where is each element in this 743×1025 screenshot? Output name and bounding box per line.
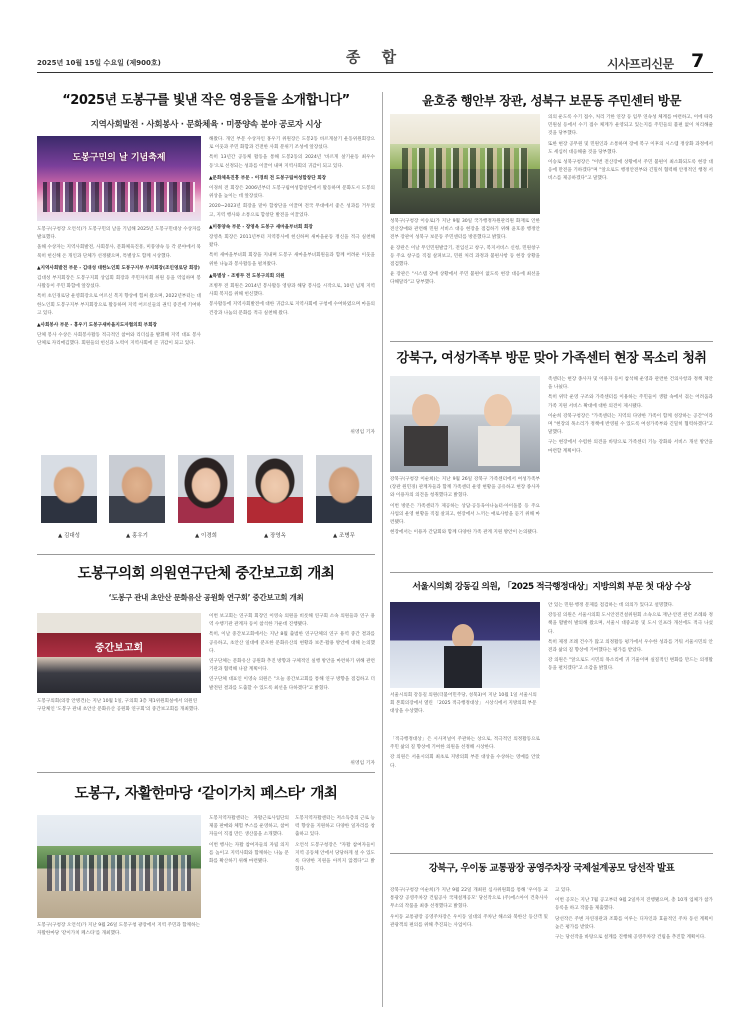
- a6-col1: [209, 815, 289, 1005]
- portrait-photo: [316, 455, 372, 523]
- a5-col2-p: 안 있는 민원·행정 문제를 점검하는 데 의의가 있다고 설명했다.: [548, 603, 674, 608]
- a2-col1-p: 윤 장관은 이날 무인민원발급기, 전입신고 창구, 복지서비스 신청, 민원창구 등 주요 창구를 직접 살펴보고, 민원 처리 과정과 불편사항 등 현장 상황을 점검했다.: [390, 245, 540, 268]
- a3-col1-p: 강북구(구청장 이순희)는 지난 9월 26일 강북구 가족센터에서 여성가족부(장관 원민경) 관계자들과 함께 가족센터 운영 현황을 공유하고 현장 종사자와 이용자의 의견을 청취했다고 밝혔다.: [390, 477, 540, 499]
- a2-col1-p: 윤 장관은 "시스템 장애 상황에서 주민 불편이 없도록 현장 대응에 최선을 다해달라"고 당부했다.: [390, 272, 540, 286]
- divider: [37, 554, 375, 555]
- divider: [37, 772, 375, 773]
- a1-col2-p: 이경희 전 회장은 2006년부터 도봉구립여성합창단에서 활동하며 문화도시 도봉의 위상을 높이는 데 앞장섰다.: [209, 186, 375, 200]
- a7-col2-p: 고 있다.: [555, 888, 572, 893]
- a7-col1: [390, 887, 548, 1007]
- portrait-label: ▲ 장영옥: [264, 533, 286, 539]
- a1-col2-p: 조병무 전 회원은 2014년 봉사활동 영양과 해당 봉사를 시작으로, 10년 넘게 지역사회 복지를 위해 헌신했다.: [209, 284, 375, 298]
- a3-col2-p: 이순희 강북구청장은 "가족센터는 지역의 다양한 가족이 함께 성장하는 공간"이라며 "현장의 목소리가 정책에 반영될 수 있도록 여성가족부와 긴밀히 협력하겠다"고 말했다.: [548, 413, 713, 436]
- a1-col2-p: 해왔다. 개인 부문 수상자인 홍우기 위원장은 도봉2동 바르게살기 운동위원회장으로 이웃과 주민 화합과 건전한 사회 분위기 조성에 앞장섰다.: [209, 137, 375, 151]
- a4-caption: 도봉구의회(의장 안병건)는 지난 10월 1일, 구의회 3층 제1위원회실에서 의원연구단체인 '도봉구 관내 초안산 문화유산 공원화 연구회'의 중간보고회를 개최했다.: [37, 699, 200, 713]
- a2-col1: [390, 218, 540, 338]
- a1-col1: [37, 226, 201, 471]
- a5-col1-p: 「적극행정대상」은 시사저널이 주관하는 상으로, 적극적인 의정활동으로 주민 삶의 질 향상에 기여한 의원을 선정해 시상한다.: [390, 737, 540, 751]
- a2-headline: 윤호중 행안부 장관, 성북구 보문동 주민센터 방문: [422, 93, 681, 108]
- a3-col2-p: 특히 위탁 운영 구조와 가족센터를 이용하는 주민들이 생활 속에서 겪는 어려움과 가족 지원 서비스 확대에 대한 의견이 제시됐다.: [548, 395, 713, 409]
- portrait-photo: [41, 455, 97, 523]
- a2-col2-p: 또한 현장 공무원 및 민원인과 소통하며 장애 복구 이후의 시스템 정상화 과정에서도 세심히 대응해줄 것을 당부했다.: [548, 141, 713, 155]
- a3-photo: [390, 376, 540, 472]
- a7-col2-p: 당선작은 주변 자연경관과 조화를 이루는 디자인과 효율적인 주차 동선 계획이 높은 평가를 받았다.: [555, 916, 713, 930]
- a3-col2: [548, 376, 713, 568]
- a4-subtitle: ‘도봉구 관내 초안산 문화유산 공원화 연구회’ 중간보고회 개최: [108, 593, 304, 602]
- a1-col2-p: 2020~2023년 회장을 맡아 합창단을 이끌며 전국 무대에서 좋은 성과를 거두었고, 지역 행사와 소통으로 합창단 발전을 이끌었다.: [209, 204, 375, 218]
- portrait-label: ▲ 김대성: [58, 533, 80, 539]
- a1-sub-heading: ▲문화체육진흥 부문 - 이경희 전 도봉구립여성합창단 회장: [209, 175, 327, 181]
- a1-portraits: [37, 455, 375, 545]
- a1-col1-p: 단체 봉사 수상은 사회봉사활동 적극적인 참여와 리더십을 발휘해 지역 대표 봉사단체로 자리매김했다. 회원들의 헌신과 노력이 지역사회에 큰 귀감이 되고 있다.: [37, 333, 201, 347]
- portrait-label: ▲ 조병무: [333, 533, 355, 539]
- a1-sub-heading: ▲지역사회발전 부문 - 김대성 대한노인회 도봉구지부 부지회장(조인영로당 회장): [37, 265, 200, 271]
- a4-headline: 도봉구의회 의원연구단체 중간보고회 개최: [77, 566, 335, 582]
- page-number: 7: [691, 50, 705, 72]
- a1-sub-heading: ▲특별상 - 조병무 전 도봉구의회 의원: [209, 273, 285, 279]
- a4-col-p: 연구단체는 문화유산 공원화 추진 방향과 구체적인 실행 방안을 마련하기 위해 관련 기관과 협력해 나갈 계획이다.: [209, 659, 375, 673]
- portrait-photo: [109, 455, 165, 523]
- a7-headline: 강북구, 우이동 교통광장 공영주차장 국제설계공모 당선작 발표: [428, 863, 675, 874]
- a5-photo: [390, 602, 540, 688]
- a4-col-p: 연구단체 대표인 이영숙 의원은 "오늘 중간보고회를 통해 연구 방향을 점검하고 더 발전된 결과를 도출할 수 있도록 최선을 다하겠다"고 밝혔다.: [209, 677, 375, 691]
- a7-col1-p: 우이동 교통광장 공영주차장은 우이동 일대의 주차난 해소와 북한산 등산객 및 관광객의 편의를 위해 추진되는 사업이다.: [390, 914, 548, 928]
- a5-col2-p: 강동길 의원은 서울시의회 도시안전건설위원회 소속으로 재난·안전 관련 조례와 정책을 활발히 발의해 왔으며, 서울시 대중교통 및 도시 인프라 개선에도 적극 나섰다.: [548, 613, 713, 635]
- a1-sub-heading: ▲미풍양속 부문 - 장영옥 도봉구 새마을부녀회 회장: [209, 224, 313, 230]
- a5-col2-p: 특히 제정 조례 건수가 많고 의정활동 평가에서 우수한 성과를 거둬 서울시민의 안전과 삶의 질 향상에 기여했다는 평가를 받았다.: [548, 639, 713, 654]
- a1-byline: 위영임 기자: [350, 430, 375, 435]
- issue-date: 2025년 10월 15일 수요일 (제900호): [37, 59, 161, 67]
- a3-col1-p: 이번 방문은 가족센터가 제공하는 상담·공동육아나눔터·아이돌봄 등 주요 사업의 운영 현황을 직접 살피고, 현장에서 느끼는 애로사항을 듣기 위해 마련됐다.: [390, 503, 540, 526]
- a1-col2-p: 특히 새마을부녀회 회장을 지내며 도봉구 새마을부녀회원들과 함께 어려운 이웃을 위한 나눔과 봉사활동을 펼쳐왔다.: [209, 253, 375, 267]
- a1-photo: [37, 136, 201, 221]
- a3-col1: [390, 476, 540, 571]
- a2-col1-p: 성북구(구청장 이승로)가 지난 9월 30일 국가행정자원관리원 화재로 인한 전산장애와 관련해 민원 서비스 대응 현장을 점검하기 위해 윤호중 행정안전부 장관이 성북구 보문동 주민센터를 방문했다고 밝혔다.: [390, 219, 540, 241]
- a5-col2-p: 강 의원은 "앞으로도 시민의 목소리에 귀 기울이며 실질적인 변화를 만드는 의정활동을 펼치겠다"고 소감을 밝혔다.: [548, 658, 713, 672]
- a2-col2: [548, 114, 713, 334]
- a4-col-p: 특히, 이날 중간보고회에서는 지난 8월 출범한 연구단체의 연구 용역 중간 결과를 공유하고, 초안산 일대에 분포한 문화유산의 현황과 보존·활용 방안에 대해 논의했다.: [209, 632, 375, 654]
- header-rule: [37, 72, 713, 73]
- a2-col2-p: 이승로 성북구청장은 "이번 전산장애 상황에서 주민 불편이 최소화되도록 현장 대응에 만전을 기하겠다"며 "앞으로도 행정안전부와 긴밀히 협력해 안정적인 행정 서비스를 제공하겠다"고 말했다.: [548, 160, 713, 182]
- a2-col2-p: 의의 운도록 수기 접수, 처리 기한 연장 등 임무 연속성 체계를 마련하고, 이에 따라 민원실 등에서 수기 접수 체계가 운영되고 있는지를 주민들의 불편 없이 처리해줄 것을 당부했다.: [548, 115, 713, 137]
- a6-headline: 도봉구, 자활한마당 ‘같이가치 페스타’ 개최: [74, 786, 338, 802]
- a5-col1-p: 강 의원은 서울시의회 최초로 지방의회 부문 대상을 수상하는 영예를 안았다.: [390, 755, 540, 769]
- portrait-label: ▲ 이경희: [195, 533, 217, 539]
- a4-col-p: 이번 보고회는 연구회 회장인 이영숙 의원을 비롯해 연구회 소속 의원들과 연구 용역 수행기관 관계자 등이 참석한 가운데 진행됐다.: [209, 614, 375, 628]
- a1-photo-banner: 도봉구민의 날 기념축제: [72, 153, 166, 163]
- a6-col2: [295, 815, 375, 1005]
- a6-caption: 도봉구(구청장 오언석)가 지난 9월 26일 도봉구청 광장에서 지역 주민과 함께하는 자활한마당 '같이가치 페스타'를 개최했다.: [37, 923, 201, 937]
- portrait-photo: [247, 455, 303, 523]
- a5-col1: [390, 736, 540, 846]
- a7-col2-p: 구는 당선작을 바탕으로 설계를 진행해 공영주차장 건립을 추진할 계획이다.: [555, 935, 706, 941]
- a1-col2: [209, 136, 375, 418]
- a4-photo: [37, 613, 201, 693]
- portrait-photo: [178, 455, 234, 523]
- a1-col2-p: 특히 13년간 공동체 활동을 통해 도봉2동의 2024년 '바르게 살기운동 최우수 동'으로 선정되는 성과를 이끌어 내며 지역사회의 귀감이 되고 있다.: [209, 155, 375, 169]
- a3-col1-p: 현장에서는 이용자 간담회와 함께 다양한 가족 관계 지원 방안이 논의됐다.: [390, 530, 538, 536]
- divider: [390, 341, 713, 342]
- a5-caption: 서울시의회 강동길 의원(더불어민주당, 성북3)이 지난 10월 1일 서울시의회 본회의장에서 열린 「2025 적극행정대상」 시상식에서 지방의회 부문 대상을 수상했다.: [390, 693, 537, 715]
- a1-col2-p: 봉사활동에 지역사회발전에 대한 귀감으로 지역사회에 구청에 수여하였으며 마을의 건강과 나눔의 문화를 적극 실천해 왔다.: [209, 302, 375, 316]
- divider: [390, 572, 713, 573]
- a3-col2-p: 족센터는 현장 종사자 및 이용자 등이 참석해 운영과 관련한 건의사항과 정책 제안을 나눴다.: [548, 377, 713, 391]
- a5-headline: 서울시의회 강동길 의원, 「2025 적극행정대상」지방의회 부문 첫 대상 수상: [412, 582, 691, 592]
- a3-headline: 강북구, 여성가족부 방문 맞아 가족센터 현장 목소리 청취: [396, 351, 707, 366]
- a1-col1-p: 김대성 부지회장은 도봉구지회 상임회 회장과 주민자치회 위원 등을 역임하며 봉사활동이 주민 화합에 앞장섰다.: [37, 276, 201, 290]
- a4-col: [209, 613, 375, 773]
- a6-col2-p: 오언석 도봉구청장은 "자활 참여자들이 지역 공동체 안에서 당당하게 설 수 있도록 다양한 지원을 아끼지 않겠다"고 밝혔다.: [295, 842, 375, 873]
- a1-subtitle: 지역사회발전 · 사회봉사 · 문화체육 · 미풍양속 분야 공로자 시상: [90, 120, 322, 130]
- section-title: 종 합: [345, 48, 405, 66]
- a7-col2-p: 이번 공모는 지난 7월 공고부터 9월 2일까지 진행됐으며, 총 10개 업체가 참가 등록을 하고 작품을 제출했다.: [555, 898, 713, 912]
- a1-col2-p: 장영옥 회장은 2011년부터 지역봉사에 헌신하며 새마을운동 정신을 적극 실천해 왔다.: [209, 235, 375, 249]
- a6-col2-p: 도봉지역자활센터는 저소득층의 근로 능력 향상을 지원하고 다양한 일자리를 창출하고 있다.: [295, 816, 375, 838]
- divider: [390, 853, 713, 854]
- portrait-label: ▲ 홍우기: [126, 533, 148, 539]
- a6-col1-p: 이번 행사는 자활 참여자들의 자립 의지를 높이고 지역사회와 함께하는 나눔 문화를 확산하기 위해 마련됐다.: [209, 842, 289, 865]
- a5-col2: [548, 602, 713, 847]
- a1-col1-p: 특히 초인경로당 운영회장으로 어르신 복지 향상에 힘써 왔으며, 2022년부터는 대한노인회 도봉구지부 부지회장으로 활동하며 지역 어르신들의 권익 증진에 기여하고 있다.: [37, 294, 201, 316]
- a1-sub-heading: ▲사회봉사 부문 - 홍우기 도봉구새마을지도자협의회 부회장: [37, 323, 157, 329]
- a1-col1-p: 도봉구(구청장 오언석)가 도봉구민의 날을 기념해 2025년 도봉구민대상 수상자를 발표했다.: [37, 227, 201, 241]
- a3-col2-p: 구는 현장에서 수렴한 의견을 바탕으로 가족센터 기능 강화와 서비스 개선 방안을 마련할 계획이다.: [548, 440, 713, 454]
- a4-byline: 위영임 기자: [350, 761, 375, 766]
- a1-headline: “2025년 도봉구를 빛낸 작은 영웅들을 소개합니다”: [62, 93, 350, 108]
- a7-col1-p: 강북구(구청장 이순희)가 지난 9월 22일 개최된 심사위원회를 통해 '우이동 교통광장 공영주차장 건립공사 국제설계공모' 당선작으로 (주)에스아이 건축사사무소의 작품을 최종 선정했다고 밝혔다.: [390, 888, 548, 910]
- a4-photo-banner: 중간보고회: [94, 643, 144, 654]
- a1-col1-p: 올해 수상자는 지역사회발전, 사회봉사, 문화체육진흥, 미풍양속 등 각 분야에서 묵묵히 헌신해 온 개인과 단체가 선정됐으며, 특별상도 함께 시상했다.: [37, 245, 201, 259]
- page-header: [37, 38, 713, 78]
- column-rule: [382, 92, 383, 1007]
- a7-col2: [555, 887, 713, 1007]
- a6-col1-p: 도봉지역자활센터는 자활근로사업단의 제품 판매와 체험 부스를 운영하고, 참여자들이 직접 만든 생산품을 소개했다.: [209, 816, 289, 838]
- masthead-logo: 시사프리신문: [607, 57, 674, 71]
- a2-photo: [390, 114, 540, 214]
- a6-photo: [37, 815, 201, 918]
